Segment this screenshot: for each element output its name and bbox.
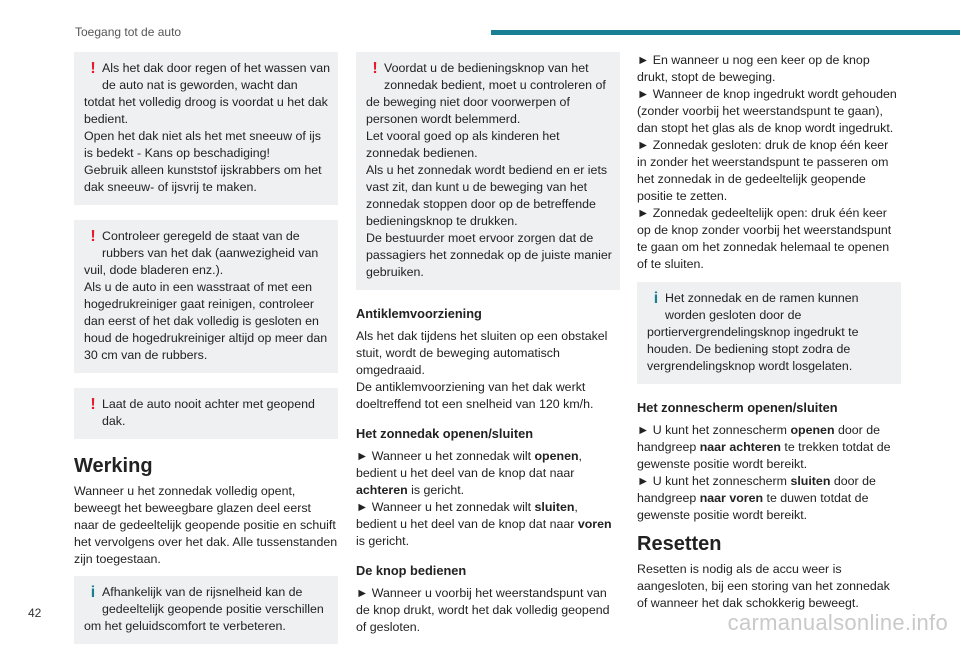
subsection-title-antiklem: Antiklemvoorziening xyxy=(356,306,482,321)
warning-box-obstacles xyxy=(356,52,620,290)
warning-icon: ! xyxy=(90,396,96,413)
antiklem-text: De antiklemvoorziening van het dak werkt doeltreffend tot een snelheid van 120 km/h. xyxy=(356,380,594,411)
warning-text: de beweging niet door voorwerpen of personen wordt belemmerd. xyxy=(366,95,570,126)
zonnescherm-step-open: ► U kunt het zonnescherm openen door de handgreep naar achteren te trekken totdat de gewenste positie wordt bereikt. xyxy=(637,423,891,471)
warning-text-lead: Controleer geregeld de staat van de rubbers van het dak (aanwezigheid van xyxy=(102,229,319,260)
warning-text: Let vooral goed op als kinderen het zonnedak bedienen. xyxy=(366,129,560,160)
zonnescherm-step-close: ► U kunt het zonnescherm sluiten door de handgreep naar voren te duwen totdat de gewenste positie wordt bereikt. xyxy=(637,474,876,522)
bullet-text: ► En wanneer u nog een keer op de knop drukt, stopt de beweging. xyxy=(637,53,870,84)
info-box-speed xyxy=(74,576,338,644)
warning-box-open-roof xyxy=(74,388,338,439)
warning-text: Als u de auto in een wasstraat of met een hogedrukreiniger gaat reinigen, controleer dan eerst of het dak volledig is gesloten en houd de hogedrukreiniger altijd op meer dan 30 cm van de rubbers. xyxy=(84,280,328,362)
page-number: 42 xyxy=(28,606,42,620)
warning-text-lead: Voordat u de bedieningsknop van het zonnedak bedient, moet u controleren of xyxy=(384,61,606,92)
info-text-lead: Afhankelijk van de rijsnelheid kan de gedeeltelijk geopende positie verschillen xyxy=(102,585,324,616)
subsection-title-knop: De knop bedienen xyxy=(356,563,467,578)
section-title-resetten: Resetten xyxy=(637,533,722,555)
warning-icon: ! xyxy=(90,60,96,77)
bullet-text: ► Zonnedak gedeeltelijk open: druk één keer op de knop zonder voorbij het weerstandspunt te gaan om het zonnedak helemaal te openen of te sluiten. xyxy=(637,206,892,271)
warning-text-lead: Laat de auto nooit achter met geopend dak. xyxy=(102,397,315,428)
info-box-door-lock xyxy=(637,282,901,384)
info-text: portiervergrendelingsknop ingedrukt te houden. De bediening stopt zodra de vergrendelingsknop wordt losgelaten. xyxy=(647,325,859,373)
knop-text: ► Wanneer u voorbij het weerstandspunt van de knop drukt, wordt het dak volledig geopend of gesloten. xyxy=(356,586,610,634)
bullet-text: ► Wanneer de knop ingedrukt wordt gehouden (zonder voorbij het weerstandspunt te gaan), dan stopt het glas als de knop wordt ingedrukt. xyxy=(637,87,897,135)
column-2 xyxy=(356,52,620,640)
info-icon: i xyxy=(653,290,659,307)
column-3 xyxy=(637,52,901,616)
warning-icon: ! xyxy=(90,228,96,245)
column-1 xyxy=(74,52,338,659)
antiklem-text: Als het dak tijdens het sluiten op een obstakel stuit, wordt de beweging automatisch omgedraaid. xyxy=(356,329,608,377)
warning-text: Gebruik alleen kunststof ijskrabbers om het dak sneeuw- of ijsvrij te maken. xyxy=(84,163,322,194)
warning-box-wet-roof xyxy=(74,52,338,205)
subsection-title-zonnescherm: Het zonnescherm openen/sluiten xyxy=(637,400,838,415)
warning-box-rubbers xyxy=(74,220,338,373)
warning-text: totdat het volledig droog is voordat u het dak bedient. xyxy=(84,95,328,126)
header-accent-bar xyxy=(491,30,960,35)
warning-text: Als u het zonnedak wordt bediend en er iets vast zit, dan kunt u de beweging van het zonnedak stoppen door op de betreffende bedieningsknop te drukken. xyxy=(366,163,608,228)
info-icon: i xyxy=(90,584,96,601)
warning-icon: ! xyxy=(372,60,378,77)
openclose-step-open: ► Wanneer u het zonnedak wilt openen, bedient u het deel van de knop dat naar achteren is gericht. xyxy=(356,449,582,497)
warning-text: Open het dak niet als het met sneeuw of ijs is bedekt - Kans op beschadiging! xyxy=(84,129,321,160)
warning-text: vuil, dode bladeren enz.). xyxy=(84,263,224,277)
warning-text-lead: Als het dak door regen of het wassen van de auto nat is geworden, wacht dan xyxy=(102,61,330,92)
resetten-text: Resetten is nodig als de accu weer is aangesloten, bij een storing van het zonnedak of wanneer het dak schokkerig beweegt. xyxy=(637,562,890,610)
warning-text: De bestuurder moet ervoor zorgen dat de passagiers het zonnedak op de juiste manier gebruiken. xyxy=(366,231,612,279)
werking-text: Wanneer u het zonnedak volledig opent, beweegt het beweegbare glazen deel eerst naar de gedeeltelijk geopende positie en schuift het vervolgens over het dak. Alle tussenstanden zijn toegestaan. xyxy=(74,484,338,566)
info-text-lead: Het zonnedak en de ramen kunnen worden gesloten door de xyxy=(665,291,859,322)
watermark: carmanualsonline.info xyxy=(727,610,948,635)
subsection-title-openclose: Het zonnedak openen/sluiten xyxy=(356,426,534,441)
bullet-text: ► Zonnedak gesloten: druk de knop één keer in zonder het weerstandspunt te passeren om het zonnedak in de gedeeltelijk geopende positie te zetten. xyxy=(637,138,889,203)
section-title-werking: Werking xyxy=(74,455,153,477)
openclose-step-close: ► Wanneer u het zonnedak wilt sluiten, bedient u het deel van de knop dat naar voren is gericht. xyxy=(356,500,612,548)
running-header: Toegang tot de auto xyxy=(75,25,182,39)
info-text: om het geluidscomfort te verbeteren. xyxy=(84,619,286,633)
